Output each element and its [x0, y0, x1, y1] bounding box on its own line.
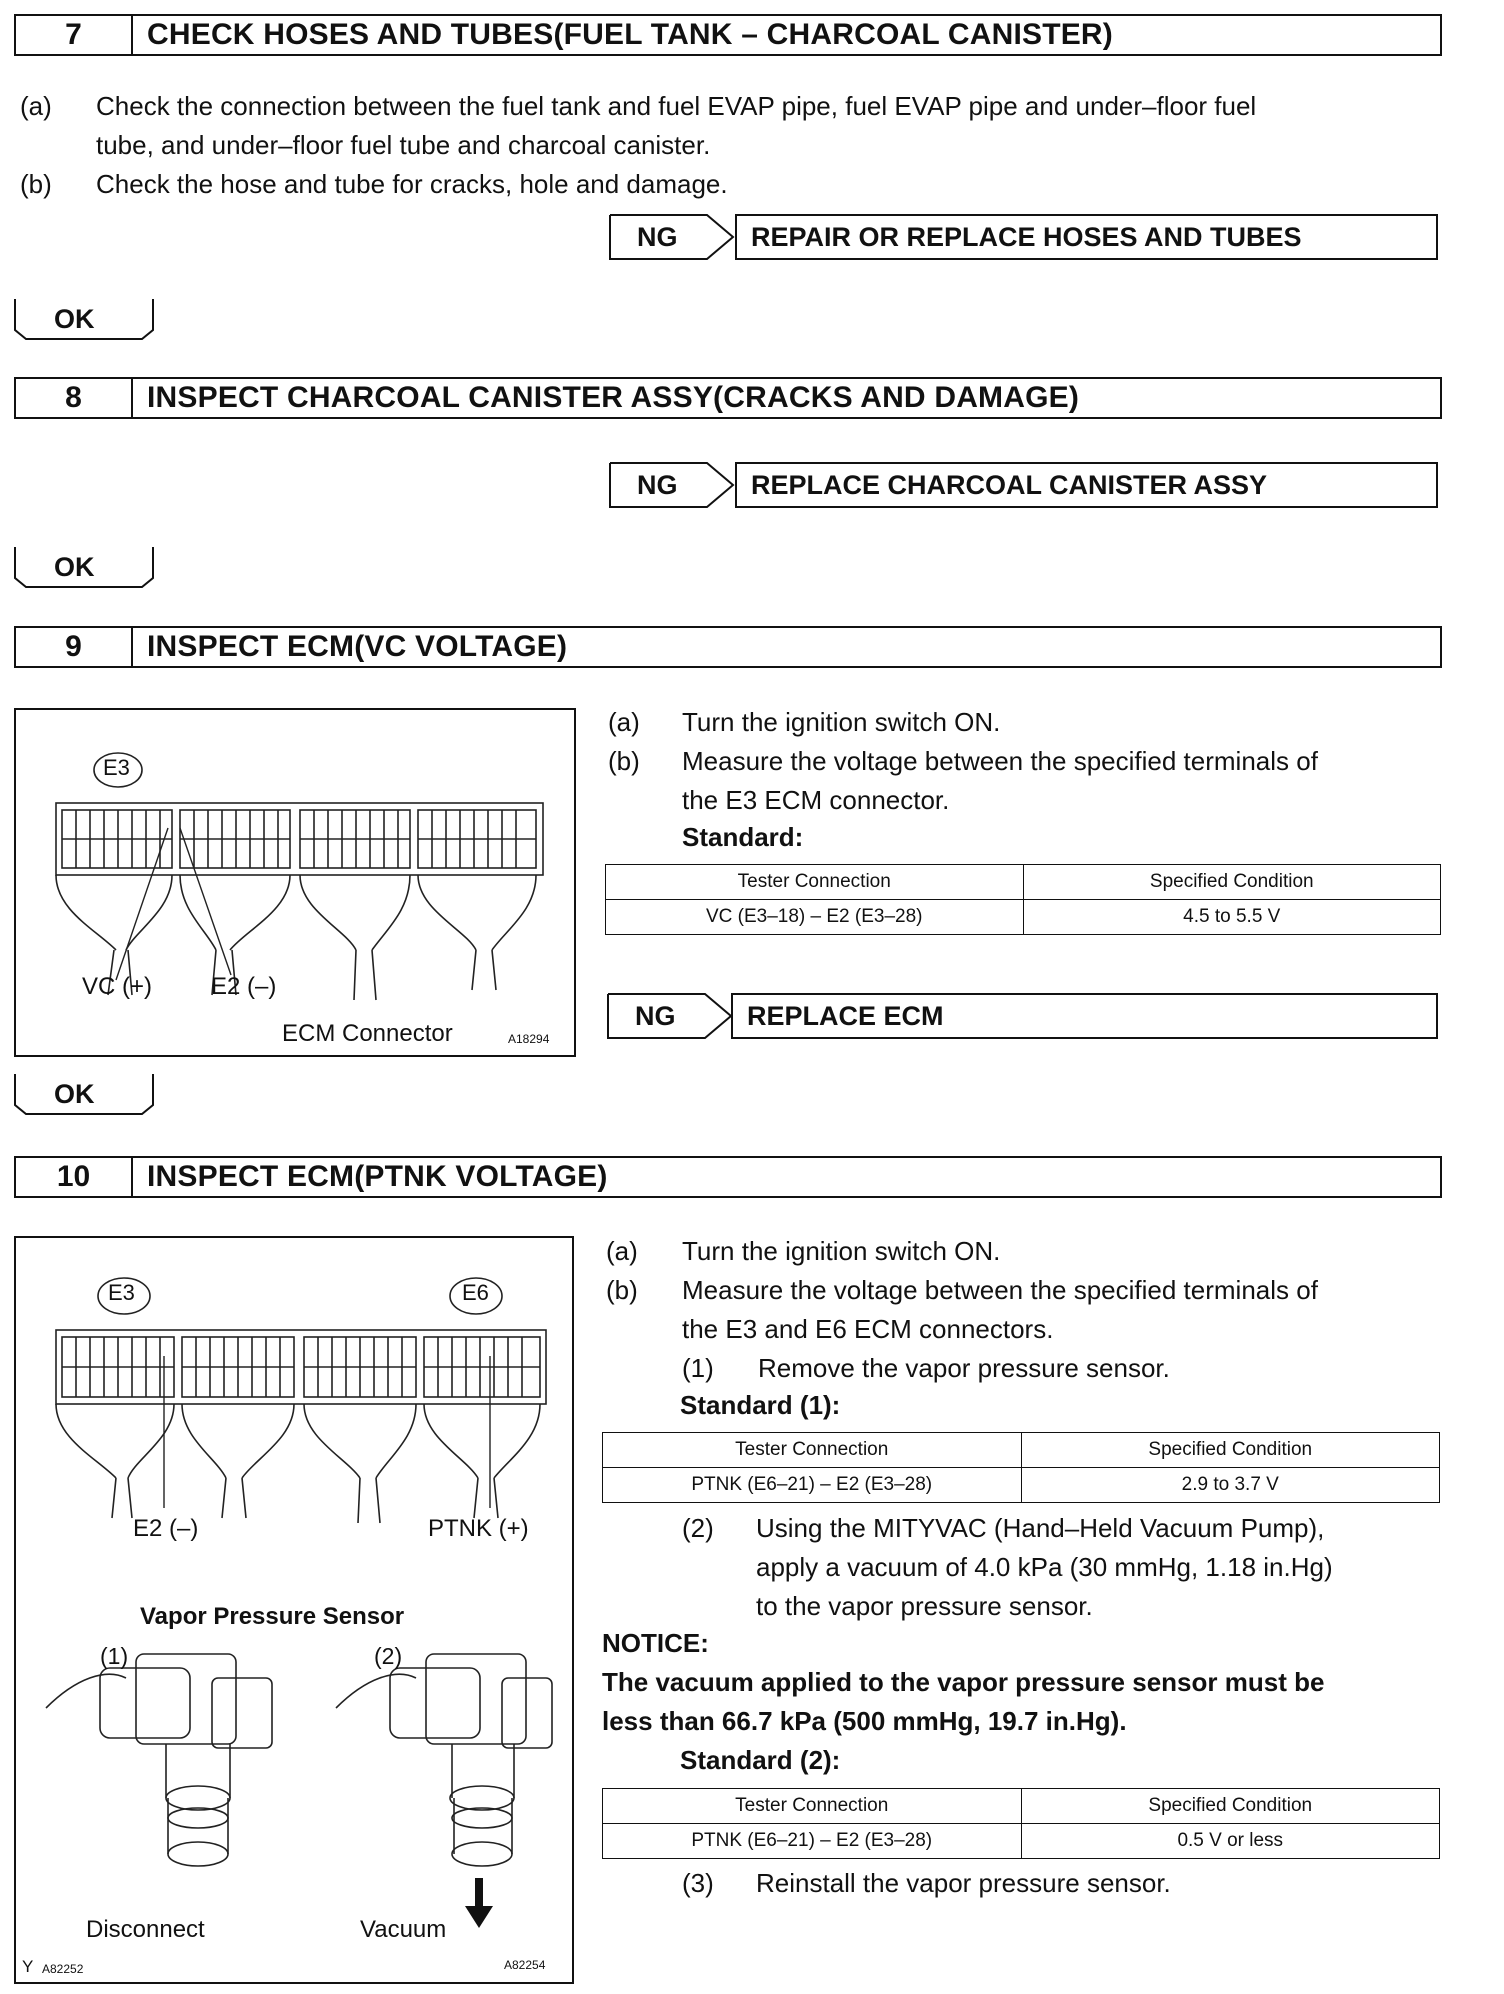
step10-s1-text: Remove the vapor pressure sensor. — [758, 1353, 1170, 1383]
step-title: INSPECT ECM(PTNK VOLTAGE) — [147, 1160, 608, 1193]
table-cell: 4.5 to 5.5 V — [1023, 900, 1441, 935]
step-number: 10 — [16, 1158, 133, 1196]
step9-standard-label: Standard: — [682, 822, 804, 852]
step9-ok-tag — [14, 1073, 154, 1115]
step9-a-label: (a) — [608, 707, 640, 737]
step-9-header — [14, 626, 1442, 668]
notice-line1: The vacuum applied to the vapor pressure sensor must be — [602, 1667, 1325, 1697]
step10-s1-label: (1) — [682, 1353, 714, 1383]
vapor-pressure-sensor-title: Vapor Pressure Sensor — [140, 1603, 405, 1630]
notice-heading: NOTICE: — [602, 1628, 709, 1658]
connector-tag-e3: E3 — [103, 755, 130, 780]
step-title: INSPECT ECM(VC VOLTAGE) — [147, 630, 568, 663]
ecm-connector-caption: ECM Connector — [282, 1020, 453, 1047]
step10-s2-line3: to the vapor pressure sensor. — [756, 1591, 1093, 1621]
step9-ng-result — [607, 993, 1438, 1039]
step7-a-line1: Check the connection between the fuel tank and fuel EVAP pipe, fuel EVAP pipe and under–floor fuel — [96, 91, 1257, 121]
ng-arrow-tag — [609, 462, 729, 508]
step-10-header — [14, 1156, 1442, 1198]
table-header: Tester Connection — [606, 865, 1024, 900]
step9-spec-table — [605, 864, 1441, 935]
step10-a-text: Turn the ignition switch ON. — [682, 1236, 1001, 1266]
figure-code-y: Y — [22, 1957, 34, 1976]
step9-b-line1: Measure the voltage between the specified terminals of — [682, 746, 1318, 776]
step10-b-line1: Measure the voltage between the specified terminals of — [682, 1275, 1318, 1305]
step10-standard1-label: Standard (1): — [680, 1390, 841, 1420]
step10-b-line2: the E3 and E6 ECM connectors. — [682, 1314, 1054, 1344]
ng-action: REPLACE CHARCOAL CANISTER ASSY — [735, 462, 1438, 508]
step9-b-label: (b) — [608, 746, 640, 776]
vacuum-arrow-icon — [465, 1878, 493, 1928]
step8-ng-result — [609, 462, 1438, 508]
disconnect-label: Disconnect — [86, 1916, 205, 1943]
step-number: 7 — [16, 16, 133, 54]
step10-a-label: (a) — [606, 1236, 638, 1266]
ng-action: REPAIR OR REPLACE HOSES AND TUBES — [735, 214, 1438, 260]
ecm-connector-drawing — [16, 710, 574, 1055]
ecm-connector-figure — [14, 708, 576, 1057]
ok-label: OK — [54, 552, 95, 582]
step10-standard2-label: Standard (2): — [680, 1745, 841, 1775]
sensor-label-2: (2) — [374, 1643, 403, 1669]
vacuum-label: Vacuum — [360, 1916, 447, 1943]
step7-ok-tag — [14, 298, 154, 340]
table-cell: 2.9 to 3.7 V — [1021, 1468, 1440, 1503]
figure-code-right: A82254 — [504, 1958, 546, 1972]
figure-code-left: A82252 — [42, 1962, 84, 1976]
ok-label: OK — [54, 1079, 95, 1109]
connector-tag-e3: E3 — [108, 1280, 135, 1305]
table-cell: 0.5 V or less — [1021, 1824, 1440, 1859]
step10-spec-table-2 — [602, 1788, 1440, 1859]
step7-a-line2: tube, and under–floor fuel tube and charcoal canister. — [96, 130, 711, 160]
step7-ng-result — [609, 214, 1438, 260]
step9-b-line2: the E3 ECM connector. — [682, 785, 950, 815]
step7-b-label: (b) — [20, 169, 52, 199]
e2-minus-label: E2 (–) — [211, 973, 277, 1000]
step10-s2-line1: Using the MITYVAC (Hand–Held Vacuum Pump), — [756, 1513, 1325, 1543]
ng-label: NG — [635, 1001, 676, 1031]
step-title: CHECK HOSES AND TUBES(FUEL TANK – CHARCOAL CANISTER) — [147, 18, 1113, 51]
ng-arrow-tag — [607, 993, 727, 1039]
step10-spec-table-1 — [602, 1432, 1440, 1503]
ptnk-plus-label: PTNK (+) — [428, 1515, 529, 1542]
step7-b-text: Check the hose and tube for cracks, hole and damage. — [96, 169, 728, 199]
step-7-header — [14, 14, 1442, 56]
vc-plus-label: VC (+) — [82, 973, 153, 1000]
table-header: Specified Condition — [1023, 865, 1441, 900]
e2-minus-label: E2 (–) — [133, 1515, 199, 1542]
ng-action: REPLACE ECM — [731, 993, 1438, 1039]
step-title: INSPECT CHARCOAL CANISTER ASSY(CRACKS AND DAMAGE) — [147, 381, 1080, 414]
table-header: Specified Condition — [1021, 1789, 1440, 1824]
ng-label: NG — [637, 470, 678, 500]
step10-s2-label: (2) — [682, 1513, 714, 1543]
table-header: Specified Condition — [1021, 1433, 1440, 1468]
notice-line2: less than 66.7 kPa (500 mmHg, 19.7 in.Hg). — [602, 1706, 1127, 1736]
table-cell: PTNK (E6–21) – E2 (E3–28) — [603, 1824, 1022, 1859]
step-8-header — [14, 377, 1442, 419]
step8-ok-tag — [14, 546, 154, 588]
connector-tag-e6: E6 — [462, 1280, 489, 1305]
ok-label: OK — [54, 304, 95, 334]
step10-b-label: (b) — [606, 1275, 638, 1305]
step-number: 8 — [16, 379, 133, 417]
table-cell: VC (E3–18) – E2 (E3–28) — [606, 900, 1024, 935]
table-cell: PTNK (E6–21) – E2 (E3–28) — [603, 1468, 1022, 1503]
ptnk-figure — [14, 1236, 574, 1984]
ng-arrow-tag — [609, 214, 729, 260]
step10-s3-text: Reinstall the vapor pressure sensor. — [756, 1868, 1171, 1898]
step10-s2-line2: apply a vacuum of 4.0 kPa (30 mmHg, 1.18 in.Hg) — [756, 1552, 1333, 1582]
step7-a-label: (a) — [20, 91, 52, 121]
step-number: 9 — [16, 628, 133, 666]
table-header: Tester Connection — [603, 1789, 1022, 1824]
sensor-label-1: (1) — [100, 1643, 129, 1669]
figure-code: A18294 — [508, 1032, 550, 1046]
table-header: Tester Connection — [603, 1433, 1022, 1468]
step10-s3-label: (3) — [682, 1868, 714, 1898]
ng-label: NG — [637, 222, 678, 252]
step9-a-text: Turn the ignition switch ON. — [682, 707, 1001, 737]
